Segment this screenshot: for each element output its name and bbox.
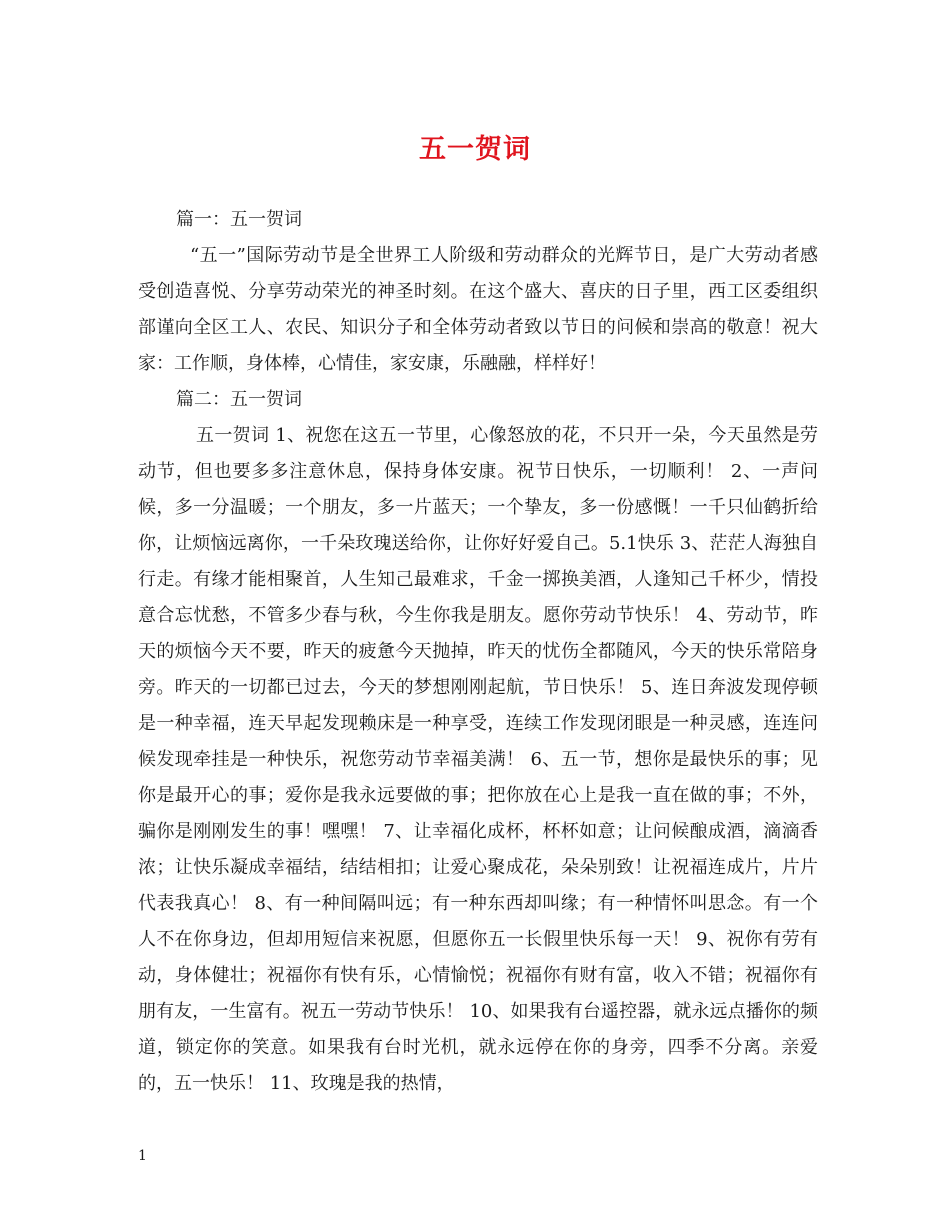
section-heading: 篇二：五一贺词 <box>176 389 302 410</box>
page-number: 1 <box>138 1148 147 1164</box>
section-heading: 篇一：五一贺词 <box>176 209 302 230</box>
document-title: 五一贺词 <box>419 134 531 165</box>
document-body <box>138 202 818 1102</box>
section-paragraph: 五一贺词 1、祝您在这五一节里，心像怒放的花，不只开一朵，今天虽然是劳动节，但也要多多注意休息，保持身体安康。祝节日快乐，一切顺利！ 2、一声问候，多一分温暖；一个朋友，多一片蓝天；一个挚友，多一份感慨！一千只仙鹤折给你，让烦恼远离你，一千朵玫瑰送给你，让你好好爱自己。5.1快乐 3、茫茫人海独自行走。有缘才能相聚首，人生知己最难求，千金一掷换美酒，人逢知己千杯少，情投意合忘忧愁，不管多少春与秋，今生你我是朋友。愿你劳动节快乐！ 4、劳动节，昨天的烦恼今天不要，昨天的疲惫今天抛掉，昨天的忧伤全都随风，今天的快乐常陪身旁。昨天的一切都已过去，今天的梦想刚刚起航，节日快乐！ 5、连日奔波发现停顿是一种幸福，连天早起发现赖床是一种享受，连续工作发现闭眼是一种灵感，连连问候发现牵挂是一种快乐，祝您劳动节幸福美满！ 6、五一节，想你是最快乐的事；见你是最开心的事；爱你是我永远要做的事；把你放在心上是我一直在做的事；不外，骗你是刚刚发生的事！嘿嘿！ 7、让幸福化成杯，杯杯如意；让问候酿成酒，滴滴香浓；让快乐凝成幸福结，结结相扣；让爱心聚成花，朵朵别致！让祝福连成片，片片代表我真心！ 8、有一种间隔叫远；有一种东西却叫缘；有一种情怀叫思念。有一个人不在你身边，但却用短信来祝愿，但愿你五一长假里快乐每一天！ 9、祝你有劳有动，身体健壮；祝福你有快有乐，心情愉悦；祝福你有财有富，收入不错；祝福你有朋有友，一生富有。祝五一劳动节快乐！ 10、如果我有台遥控器，就永远点播你的频道，锁定你的笑意。如果我有台时光机，就永远停在你的身旁，四季不分离。亲爱的，五一快乐！ 11、玫瑰是我的热情， <box>138 425 818 1094</box>
section-paragraph: “五一”国际劳动节是全世界工人阶级和劳动群众的光辉节日，是广大劳动者感受创造喜悦、分享劳动荣光的神圣时刻。在这个盛大、喜庆的日子里，西工区委组织部谨向全区工人、农民、知识分子和全体劳动者致以节日的问候和崇高的敬意！祝大家：工作顺，身体棒，心情佳，家安康，乐融融，样样好！ <box>138 245 818 374</box>
